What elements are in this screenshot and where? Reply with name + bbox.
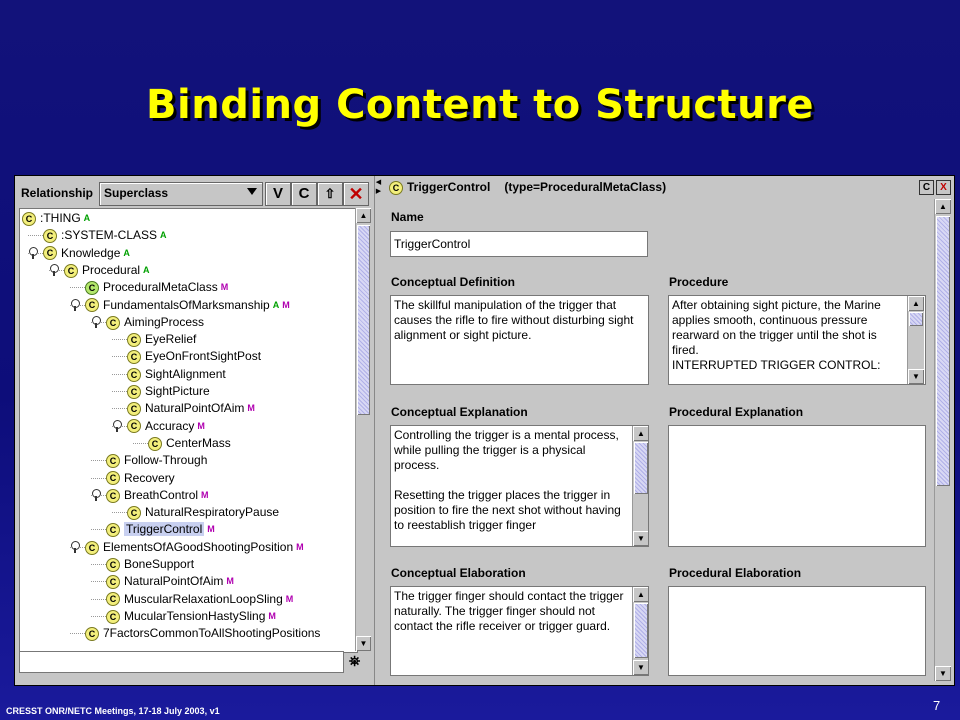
tree-connector	[70, 287, 85, 288]
procedure-scrollbar[interactable]	[907, 296, 924, 384]
expand-handle-icon[interactable]	[113, 420, 122, 429]
procedural-explanation-field[interactable]	[668, 425, 926, 547]
expand-right-arrow-icon[interactable]: ▶	[375, 188, 382, 195]
class-icon: C	[127, 333, 141, 347]
tree-node[interactable]	[85, 625, 320, 641]
tree-connector	[91, 616, 106, 617]
tree-node-label: NaturalPointOfAim	[124, 574, 224, 589]
move-up-button[interactable]: ⇧	[317, 182, 343, 206]
class-tree[interactable]	[19, 208, 358, 653]
tree-node-label: :SYSTEM-CLASS	[61, 228, 158, 243]
abstract-flag: A	[143, 264, 150, 275]
metaclass-flag: M	[226, 576, 234, 587]
tree-node[interactable]	[127, 348, 261, 364]
name-field[interactable]: TriggerControl	[390, 231, 648, 257]
abstract-flag: A	[160, 230, 167, 241]
tree-node-label: :THING	[40, 211, 81, 225]
procedural-elaboration-field[interactable]	[668, 586, 926, 676]
tree-node[interactable]	[85, 539, 304, 555]
tree-connector	[28, 235, 43, 236]
procedural-explanation-label: Procedural Explanation	[669, 405, 804, 419]
tree-connector	[112, 374, 127, 375]
procedure-text: After obtaining sight picture, the Marine applies smooth, continuous pressure rearward on the trigger until the shot is fired. INTERRUPTED TRIGGER CONTROL:	[672, 298, 881, 372]
tree-node[interactable]	[127, 418, 205, 434]
scroll-up-arrow-icon[interactable]: ▲	[633, 426, 649, 441]
scroll-up-arrow-icon[interactable]: ▲	[935, 199, 951, 214]
tree-connector	[91, 460, 106, 461]
tree-node[interactable]	[106, 591, 293, 607]
tree-node[interactable]	[106, 487, 209, 503]
class-icon: C	[85, 281, 99, 295]
tree-node[interactable]	[127, 400, 255, 416]
metaclass-flag: M	[247, 403, 255, 414]
tree-node[interactable]	[106, 556, 194, 572]
frame-type: (type=ProceduralMetaClass)	[504, 180, 667, 194]
tree-node[interactable]	[85, 297, 290, 313]
tree-node-label: FundamentalsOfMarksmanship	[103, 297, 270, 312]
scroll-down-arrow-icon[interactable]: ▼	[633, 531, 649, 546]
tree-node-label: Knowledge	[61, 245, 121, 260]
class-mini-button[interactable]: C	[919, 180, 934, 195]
class-icon: C	[106, 489, 120, 503]
tree-node[interactable]	[106, 521, 215, 537]
tree-connector	[112, 512, 127, 513]
class-icon: C	[106, 610, 120, 624]
conceptual-definition-text: The skillful manipulation of the trigger that causes the rifle to fire without disturbing sight alignment or sight picture.	[394, 298, 634, 342]
scroll-thumb[interactable]	[357, 225, 370, 415]
tree-node-label: Follow-Through	[124, 453, 208, 468]
tree-node-label: TriggerControl	[126, 522, 203, 537]
conceptual-elaboration-field[interactable]	[390, 586, 649, 676]
metaclass-flag: M	[268, 610, 276, 621]
expand-handle-icon[interactable]	[71, 299, 80, 308]
conceptual-explanation-field[interactable]	[390, 425, 649, 547]
procedure-field[interactable]	[668, 295, 926, 385]
metaclass-flag: M	[285, 593, 294, 604]
tree-connector	[91, 529, 106, 530]
tree-node-label: Accuracy	[145, 418, 195, 433]
abstract-flag: A	[123, 247, 130, 258]
tree-node-label: EyeRelief	[145, 332, 197, 347]
name-label: Name	[391, 210, 424, 224]
class-icon: C	[127, 385, 141, 399]
tree-node[interactable]	[127, 383, 210, 399]
class-icon: C	[106, 454, 120, 468]
conceptual-explanation-label: Conceptual Explanation	[391, 405, 528, 419]
frame-title: TriggerControl	[407, 180, 491, 194]
conceptual-elaboration-scrollbar[interactable]	[632, 587, 649, 675]
expand-handle-icon[interactable]	[92, 316, 101, 325]
expand-handle-icon[interactable]	[71, 541, 80, 550]
abstract-flag: A	[272, 299, 280, 310]
class-icon: C	[127, 419, 141, 433]
class-icon: C	[106, 592, 120, 606]
class-icon: C	[85, 627, 99, 641]
tree-node-label: SightPicture	[145, 384, 210, 398]
delete-class-button[interactable]: ✕	[343, 182, 369, 206]
tree-connector	[112, 339, 127, 340]
conceptual-elaboration-text: The trigger finger should contact the trigger naturally. The trigger finger should not contact the rifle receiver or trigger guard.	[394, 589, 624, 633]
expand-handle-icon[interactable]	[29, 247, 38, 256]
tree-node-label: MucularTensionHastySling	[124, 608, 266, 623]
tree-node[interactable]	[43, 227, 167, 243]
tree-node-label: MuscularRelaxationLoopSling	[124, 591, 283, 606]
scroll-down-arrow-icon[interactable]: ▼	[935, 666, 951, 681]
tree-node[interactable]	[106, 470, 175, 486]
class-icon: C	[106, 523, 120, 537]
metaclass-flag: M	[296, 541, 304, 552]
tree-node-label: ProceduralMetaClass	[103, 280, 218, 295]
scroll-down-arrow-icon[interactable]: ▼	[356, 636, 371, 651]
binoculars-icon[interactable]: ⛯	[349, 653, 361, 669]
class-icon: C	[64, 264, 78, 278]
scroll-up-arrow-icon[interactable]: ▲	[908, 296, 924, 311]
class-icon: C	[22, 212, 36, 226]
slide-footer: CRESST ONR/NETC Meetings, 17-18 July 2003, v1	[6, 706, 220, 716]
tree-node[interactable]	[106, 573, 234, 589]
tree-node-label: AimingProcess	[124, 314, 205, 329]
tree-node[interactable]	[127, 331, 196, 347]
class-form-panel	[384, 176, 954, 685]
class-icon: C	[85, 541, 99, 555]
expand-handle-icon[interactable]	[92, 489, 101, 498]
tree-node-label: ElementsOfAGoodShootingPosition	[103, 539, 294, 554]
tree-node[interactable]	[148, 435, 231, 451]
tree-scrollbar[interactable]	[355, 208, 371, 651]
tree-node-label: Procedural	[82, 262, 141, 277]
tree-node[interactable]	[43, 245, 130, 261]
procedure-label: Procedure	[669, 275, 729, 289]
tree-connector	[112, 391, 127, 392]
conceptual-explanation-scrollbar[interactable]	[632, 426, 649, 546]
scroll-down-arrow-icon[interactable]: ▼	[908, 369, 924, 384]
class-icon: C	[127, 402, 141, 416]
tree-connector	[91, 478, 106, 479]
tree-node-label: NaturalPointOfAim	[145, 401, 245, 416]
tree-node[interactable]	[106, 608, 276, 624]
page-number: 7	[933, 698, 941, 713]
close-mini-button[interactable]: X	[936, 180, 951, 195]
tree-node-label: CenterMass	[166, 435, 231, 450]
form-scrollbar[interactable]	[934, 199, 951, 681]
frame-header	[384, 176, 954, 198]
scroll-thumb[interactable]	[634, 603, 648, 658]
expand-handle-icon[interactable]	[50, 264, 59, 273]
tree-node-label: SightAlignment	[145, 366, 226, 381]
tree-connector	[91, 564, 106, 565]
tree-node[interactable]	[127, 366, 226, 382]
metaclass-flag: M	[282, 299, 290, 310]
metaclass-flag: M	[197, 420, 205, 431]
scroll-thumb[interactable]	[936, 216, 950, 486]
procedural-elaboration-label: Procedural Elaboration	[669, 566, 802, 580]
tree-node[interactable]	[22, 210, 90, 226]
class-search-input[interactable]	[19, 651, 344, 673]
tree-connector	[91, 599, 106, 600]
class-icon: C	[106, 316, 120, 330]
tree-connector	[112, 408, 127, 409]
create-class-button[interactable]: C	[291, 182, 317, 206]
tree-connector	[133, 443, 148, 444]
conceptual-definition-label: Conceptual Definition	[391, 275, 515, 289]
tree-node-label: 7FactorsCommonToAllShootingPositions	[103, 626, 321, 641]
conceptual-definition-field[interactable]	[390, 295, 649, 385]
class-icon: C	[106, 575, 120, 589]
metaclass-flag: M	[201, 489, 209, 500]
slide-title: Binding Content to Structure	[146, 82, 814, 128]
tree-connector	[70, 633, 85, 634]
tree-node-label: Recovery	[124, 470, 175, 485]
tree-node[interactable]	[85, 279, 228, 295]
metaclass-flag: M	[207, 524, 215, 535]
tree-node[interactable]	[64, 262, 150, 278]
tree-node[interactable]	[106, 314, 204, 330]
class-icon: C	[127, 368, 141, 382]
class-icon: C	[85, 298, 99, 312]
class-icon: C	[43, 229, 57, 243]
tree-connector	[112, 356, 127, 357]
tree-node-label: EyeOnFrontSightPost	[145, 349, 262, 364]
class-icon: C	[43, 246, 57, 260]
class-icon: C	[148, 437, 162, 451]
class-icon: C	[127, 350, 141, 364]
class-icon: C	[106, 471, 120, 485]
chevron-down-icon	[247, 188, 257, 195]
metaclass-flag: M	[220, 282, 229, 293]
class-icon: C	[106, 558, 120, 572]
scroll-up-arrow-icon[interactable]: ▲	[633, 587, 649, 602]
scroll-down-arrow-icon[interactable]: ▼	[633, 660, 649, 675]
class-icon: C	[389, 181, 403, 195]
tree-node-label: BreathControl	[124, 487, 199, 502]
scroll-thumb[interactable]	[634, 442, 648, 494]
collapse-left-arrow-icon[interactable]: ◀	[375, 179, 382, 186]
tree-connector	[91, 581, 106, 582]
relationship-value: Superclass	[104, 186, 169, 200]
abstract-flag: A	[83, 213, 91, 223]
conceptual-elaboration-label: Conceptual Elaboration	[391, 566, 526, 580]
class-icon: C	[127, 506, 141, 520]
tree-node-label: NaturalRespiratoryPause	[145, 505, 280, 520]
tree-node[interactable]	[127, 504, 279, 520]
protege-window	[14, 175, 955, 686]
class-hierarchy-panel	[15, 176, 374, 685]
relationship-label: Relationship	[21, 186, 94, 200]
conceptual-explanation-text: Controlling the trigger is a mental process, while pulling the trigger is a physical process. Resetting the trigger places the trigger in position to fire the next shot without having to reestablish trigger finger	[394, 428, 621, 532]
tree-node-label: BoneSupport	[124, 557, 195, 571]
scroll-up-arrow-icon[interactable]: ▲	[356, 208, 371, 223]
scroll-thumb[interactable]	[909, 312, 923, 326]
tree-node[interactable]	[106, 452, 207, 468]
view-class-button[interactable]: V	[265, 182, 291, 206]
relationship-dropdown[interactable]	[99, 182, 263, 206]
